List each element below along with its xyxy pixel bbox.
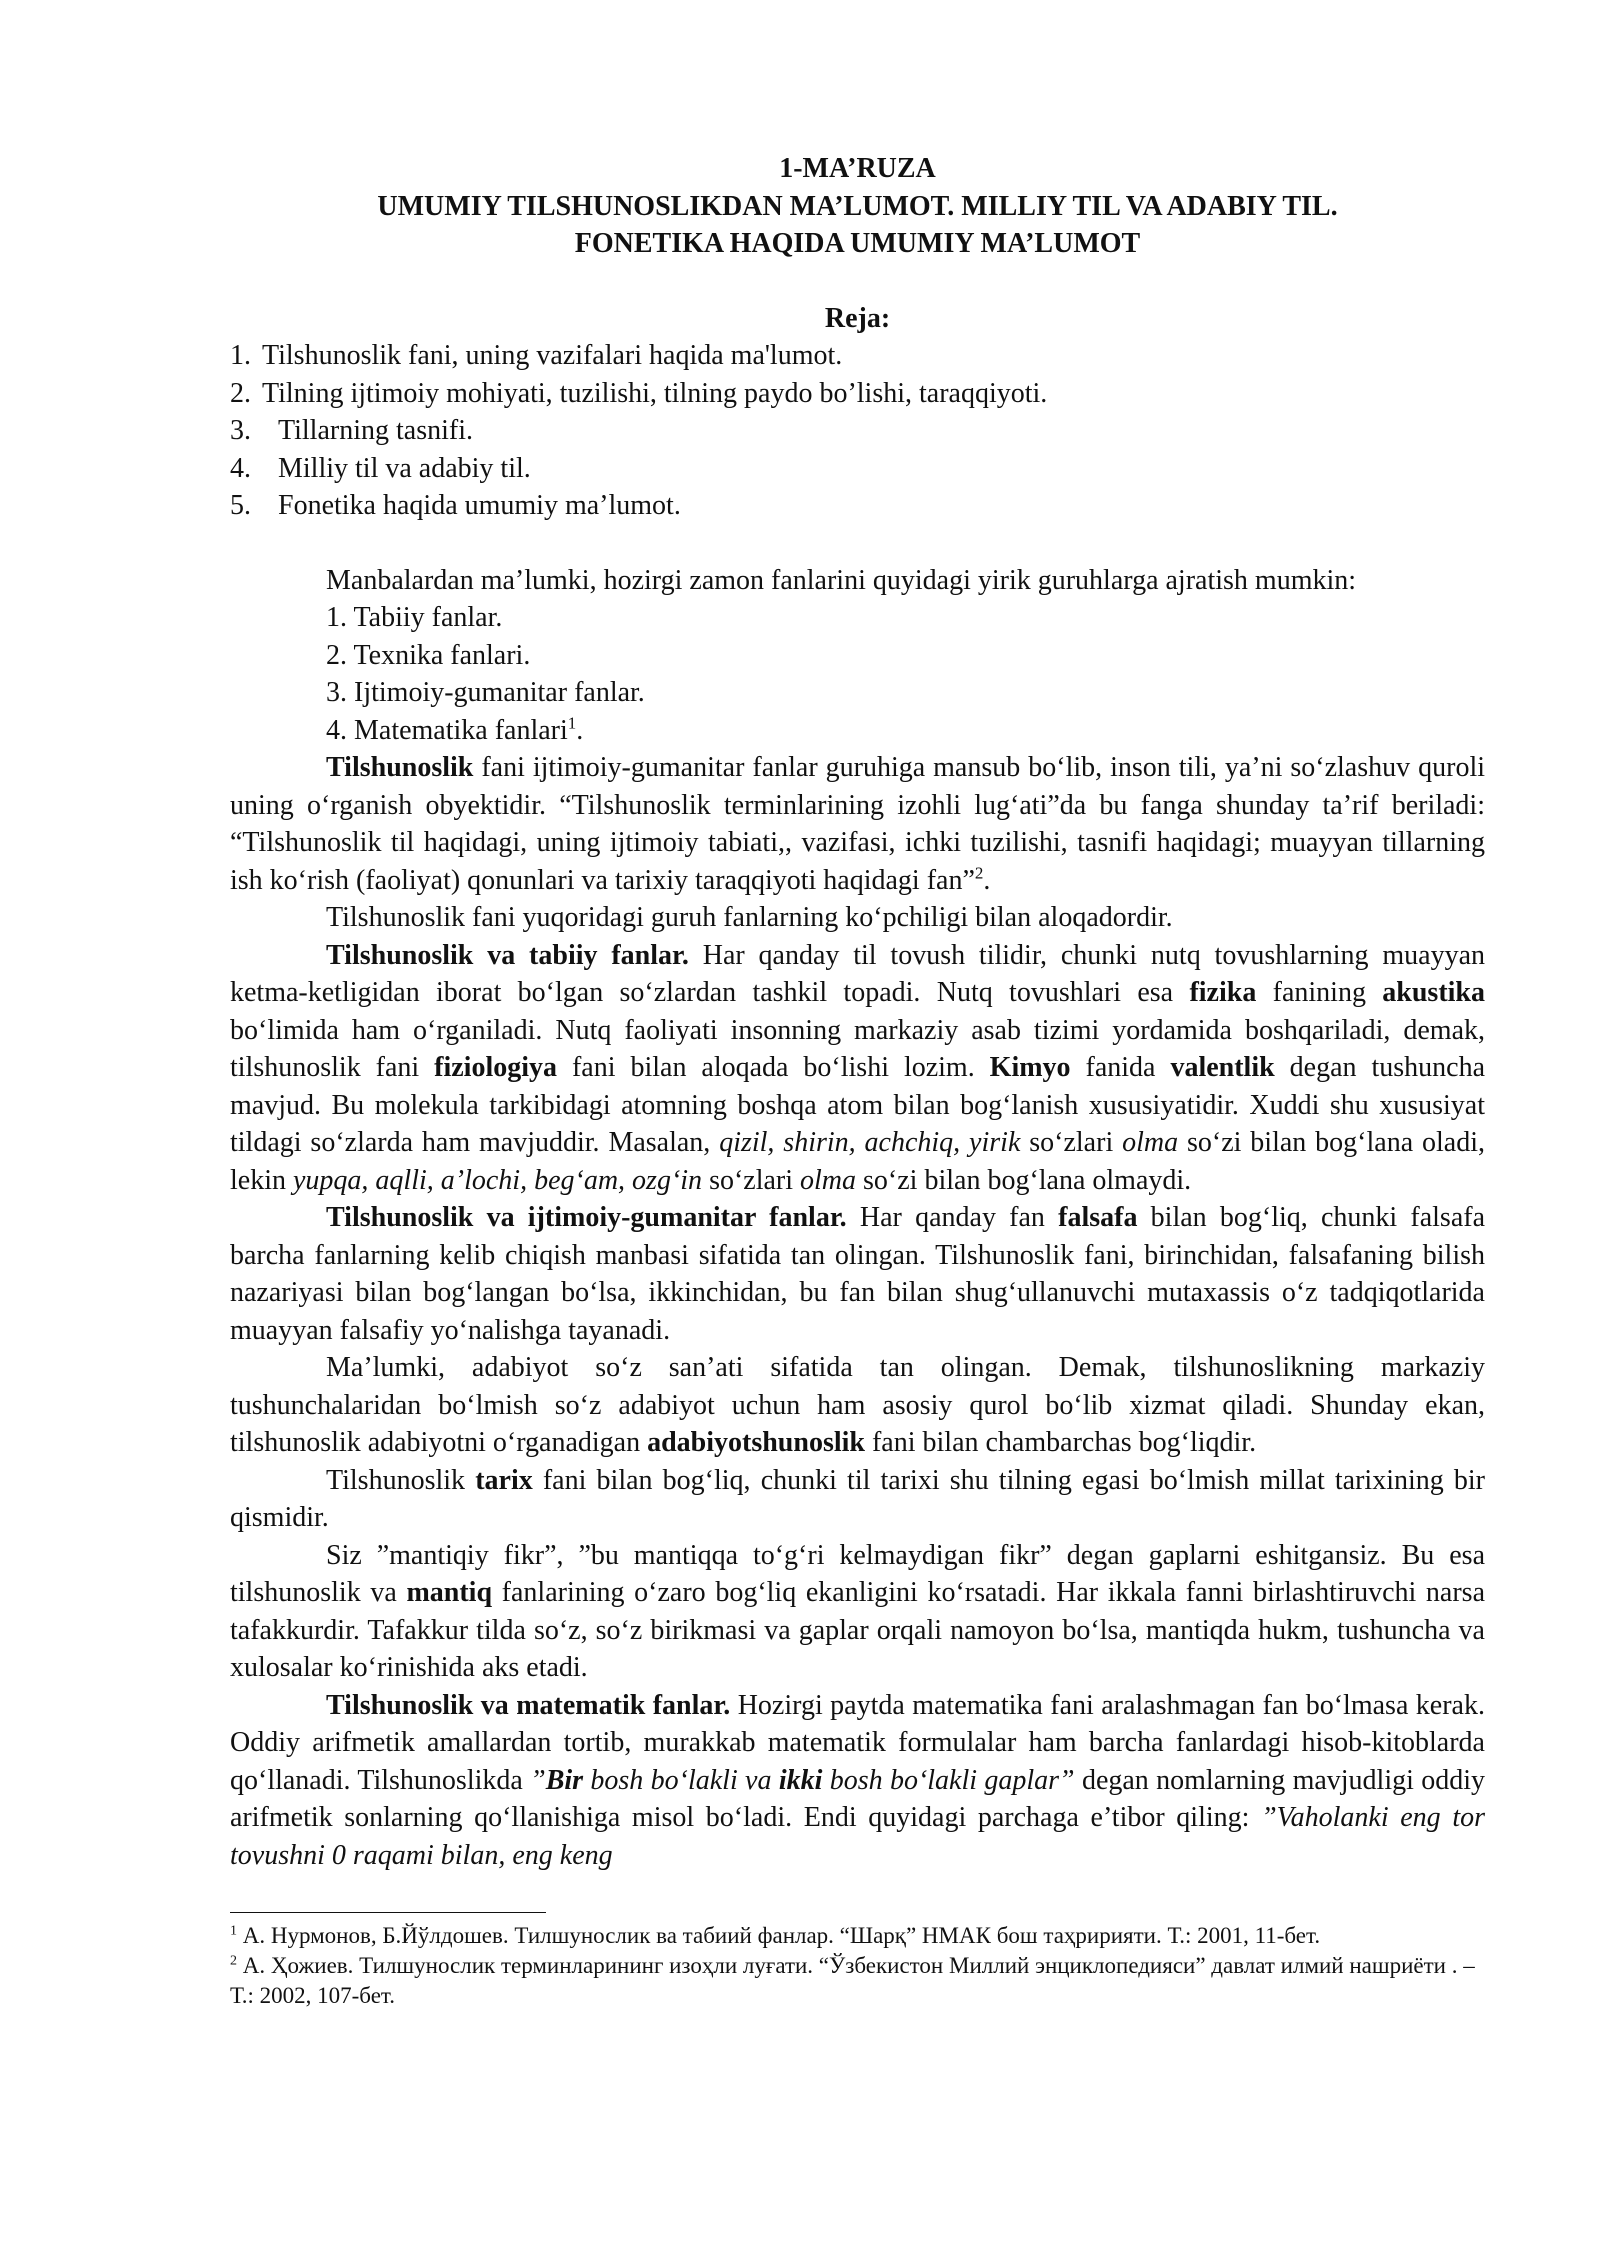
paragraph-history: Tilshunoslik tarix fani bilan bog‘liq, chunki til tarixi shu tilning egasi bo‘lmish millat tarixining bir qismidir. <box>230 1464 1486 1533</box>
paragraph-humanities: Tilshunoslik va ijtimoiy-gumanitar fanlar. Har qanday fan falsafa bilan bog‘liq, chunki falsafa barcha fanlarning kelib chiqish manbasi sifatida tan olingan. Tilshunoslik fani, birinchidan, falsafaning bilish nazariyasi bilan bog‘langan bo‘lsa, ikkinchidan, bu fan bilan shug‘ullanuvchi mutaxassis o‘z tadqiqotlarida muayyan falsafiy yo‘nalishga tayanadi. <box>230 1202 1486 1346</box>
paragraph-definition: Tilshunoslik fani ijtimoiy-gumanitar fanlar guruhiga mansub bo‘lib, inson tili, ya’ni so‘zlashuv quroli uning o‘rganish obyektidir. “Tilshunoslik terminlarining izohli lug‘ati”da bu fanga shunday ta’rif beriladi: “Tilshunoslik til haqidagi, uning ijtimoiy tabiati,, vazifasi, ichki tuzilishi, tasnifi haqidagi; muayyan tillarning ish ko‘rish (faoliyat) qonunlari va tarixiy taraqqiyoti haqidagi fan”$^2$. <box>230 752 1485 896</box>
bold-term: akustika <box>1382 977 1485 1008</box>
paragraph-relations: Tilshunoslik fani yuqoridagi guruh fanlarning ko‘pchiligi bilan aloqadordir. <box>326 902 1173 933</box>
plan-item <box>230 450 1485 488</box>
footnote-ref[interactable]: 2 <box>974 863 984 883</box>
plan-item-number: 4. <box>230 452 251 484</box>
section-lead: Tilshunoslik va matematik fanlar. <box>326 1689 731 1721</box>
plan-item-text: Tilning ijtimoiy mohiyati, tuzilishi, tilning paydo bo’lishi, taraqqiyoti. <box>262 377 1048 409</box>
bold-term: mantiq <box>406 1577 493 1608</box>
bold-term: Kimyo <box>989 1052 1071 1083</box>
plan-item-number: 1. <box>230 340 251 371</box>
bold-term: adabiyotshunoslik <box>647 1427 865 1458</box>
italic-example: olma <box>800 1164 857 1196</box>
science-group-text: 4. Matematika fanlari <box>326 714 568 746</box>
bold-term: tarix <box>475 1464 533 1496</box>
plan-item-number: 5. <box>230 490 251 521</box>
science-group-item: 3. Ijtimoiy-gumanitar fanlar. <box>326 677 645 708</box>
science-group-item: 1. Tabiiy fanlar. <box>326 602 503 633</box>
plan-item-number: 3. <box>230 415 251 446</box>
bold-term: fiziologiya <box>434 1052 558 1083</box>
paragraph-mathematics: Tilshunoslik va matematik fanlar. Hozirgi paytda matematika fani aralashmagan fan bo‘lmasa kerak. Oddiy arifmetik amallardan tortib, murakkab matematik formulalar ham barcha fanlardagi hisob-kitoblarda qo‘llanadi. Tilshunoslikda ”Bir bosh bo‘lakli va ikki bosh bo‘lakli gaplar” degan nomlarning mavjudligi oddiy arifmetik sonlarning qo‘llanishiga misol bo‘ladi. Endi quyidagi parchaga e’tibor qiling: ”Vaholanki eng tor tovushni 0 raqami bilan, eng keng <box>230 1689 1486 1871</box>
lecture-number: 1-MA’RUZA <box>779 153 936 184</box>
paragraph-literature: Ma’lumki, adabiyot so‘z san’ati sifatida tan olingan. Demak, tilshunoslikning markaziy tushunchalaridan bo‘lmish so‘z adabiyot uchun ham asosiy qurol bo‘lib xizmat qiladi. Shunday ekan, tilshunoslik adabiyotni o‘rganadigan adabiyotshunoslik fani bilan chambarchas bog‘liqdir. <box>230 1352 1485 1458</box>
plan-heading: Reja: <box>824 302 891 334</box>
footnote-mark: 2 <box>230 1953 237 1969</box>
plan-item-number: 2. <box>230 377 251 409</box>
italic-example: yupqa, aqlli, a’lochi, beg‘am, ozg‘in <box>293 1164 703 1196</box>
section-lead: Tilshunoslik va ijtimoiy-gumanitar fanlar. <box>326 1202 847 1233</box>
paragraph-logic: Siz ”mantiqiy fikr”, ”bu mantiqqa to‘g‘ri kelmaydigan fikr” degan gaplarni eshitgansiz. Bu esa tilshunoslik va mantiq fanlarining o‘zaro bog‘liq ekanligini ko‘rsatadi. Har ikkala fanni birlashtiruvchi narsa tafakkurdir. Tafakkur tilda so‘z, so‘z birikmasi va gaplar orqali namoyon bo‘lsa, mantiqda hukm, tushuncha va xulosalar ko‘rinishida aks etadi. <box>230 1539 1486 1683</box>
plan-item <box>230 337 1485 375</box>
plan-item-text: Tillarning tasnifi. <box>278 415 473 446</box>
document-page <box>230 150 1485 2011</box>
science-group-item: 4. Matematika fanlari$^1$. <box>326 713 584 746</box>
italic-quote: ”Vaholanki eng tor tovushni 0 raqami bilan, eng keng <box>230 1802 1485 1871</box>
plan-list <box>230 337 1485 525</box>
plan-item-text: Tilshunoslik fani, uning vazifalari haqida ma'lumot. <box>262 340 843 371</box>
section-lead: Tilshunoslik va tabiiy fanlar. <box>326 939 689 971</box>
footnote-1: $^1$ А. Нурмонов, Б.Йўлдошев. Тилшунослик ва табиий фанлар. “Шарқ” НМАК бош таҳририяти. Т.: 2001, 11-бет. <box>230 1923 1321 1948</box>
lecture-title-line1: UMUMIY TILSHUNOSLIKDAN MA’LUMOT. MILLIY TIL VA ADABIY TIL. <box>377 190 1338 222</box>
paragraph-natural-sciences: Tilshunoslik va tabiiy fanlar. Har qanday til tovush tilidir, chunki nutq tovushlarning muayyan ketma-ketligidan iborat bo‘lgan so‘zlardan tashkil topadi. Nutq tovushlari esa fizika fanining akustika bo‘limida ham o‘rganiladi. Nutq faoliyati insonning markaziy asab tizimi yordamida boshqariladi, demak, tilshunoslik fani fiziologiya fani bilan aloqada bo‘lishi lozim. Kimyo fanida valentlik degan tushuncha mavjud. Bu molekula tarkibidagi atomning boshqa atom bilan bog‘lanish xususiyatidir. Xuddi shu xususiyat tildagi so‘zlarda ham mavjuddir. Masalan, qizil, shirin, achchiq, yirik so‘zlari olma so‘zi bilan bog‘lana oladi, lekin yupqa, aqlli, a’lochi, beg‘am, ozg‘in so‘zlari olma so‘zi bilan bog‘lana olmaydi. <box>230 939 1486 1196</box>
science-group-item: 2. Texnika fanlari. <box>326 639 531 671</box>
footnote-ref[interactable]: 1 <box>567 713 577 733</box>
footnote-mark: 1 <box>230 1923 237 1939</box>
footnote-2: $^2$ А. Ҳожиев. Тилшунослик терминларининг изоҳли луғати. “Ўзбекистон Миллий энциклопедияси” давлат илмий нашриёти . –Т.: 2002, 107-бет. <box>230 1953 1475 2008</box>
bold-italic-term: ikki <box>778 1764 823 1796</box>
plan-item-text: Milliy til va adabiy til. <box>278 452 531 484</box>
science-groups-list <box>230 599 1485 749</box>
intro-paragraph: Manbalardan ma’lumki, hozirgi zamon fanlarini quyidagi yirik guruhlarga ajratish mumkin: <box>326 564 1357 596</box>
italic-example: qizil, shirin, achchiq, yirik <box>719 1127 1021 1158</box>
spacer <box>230 525 1485 562</box>
footnotes <box>230 1921 1485 2011</box>
plan-item <box>230 375 1485 413</box>
plan-item <box>230 487 1485 525</box>
bold-term: falsafa <box>1058 1202 1138 1233</box>
bold-term: fizika <box>1189 977 1257 1008</box>
lecture-title-line2: FONETIKA HAQIDA UMUMIY MA’LUMOT <box>574 228 1141 259</box>
plan-item <box>230 412 1485 450</box>
plan-item-text: Fonetika haqida umumiy ma’lumot. <box>278 490 681 521</box>
footnote-separator <box>230 1912 546 1913</box>
bold-term: valentlik <box>1170 1052 1275 1083</box>
bold-italic-term: Bir <box>545 1764 584 1796</box>
italic-example: olma <box>1122 1127 1179 1158</box>
bold-term: Tilshunoslik <box>326 752 474 783</box>
